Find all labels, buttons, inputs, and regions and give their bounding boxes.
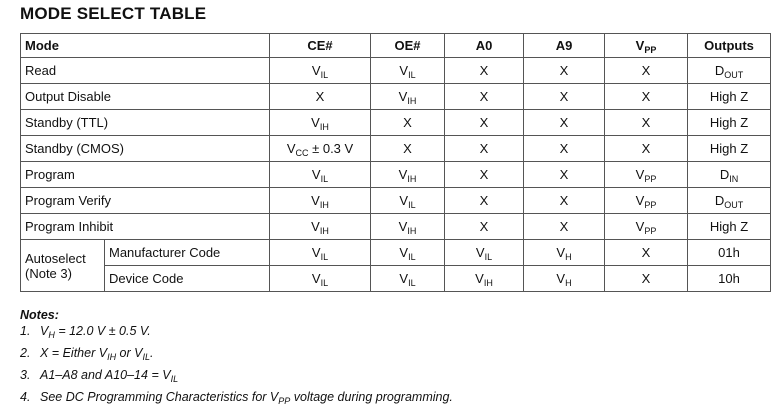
cell-vpp: $V_{PP}$ (605, 162, 688, 188)
cell-out: 01h (688, 240, 771, 266)
cell-ce: $V_{IL}$ (270, 162, 371, 188)
cell-a9: X (524, 84, 605, 110)
note-item: 2. X = Either $V_{IH}$ or $V_{IL}$. (20, 346, 154, 362)
cell-out: $D_{OUT}$ (688, 188, 771, 214)
cell-a9: $V_H$ (524, 240, 605, 266)
header-row (21, 34, 771, 58)
cell-ce: $V_{IL}$ (270, 266, 371, 292)
cell-out: High Z (688, 136, 771, 162)
cell-mode: Standby (CMOS) (21, 136, 270, 162)
cell-mode: Device Code (105, 266, 270, 292)
header-a9: A9 (524, 34, 605, 58)
table-title: MODE SELECT TABLE (20, 4, 207, 23)
cell-out: High Z (688, 110, 771, 136)
cell-a0: $V_{IH}$ (445, 266, 524, 292)
cell-a9: X (524, 162, 605, 188)
table-row (21, 84, 771, 110)
cell-a0: X (445, 188, 524, 214)
cell-ce: $V_{CC} \pm 0.3$ V (270, 136, 371, 162)
cell-a0: $V_{IL}$ (445, 240, 524, 266)
header-mode: Mode (21, 34, 270, 58)
notes-section (20, 307, 453, 411)
cell-a9: X (524, 188, 605, 214)
cell-vpp: X (605, 110, 688, 136)
cell-autoselect-group (21, 240, 105, 292)
header-a0: A0 (445, 34, 524, 58)
cell-out: $D_{OUT}$ (688, 58, 771, 84)
cell-oe: $V_{IL}$ (371, 58, 445, 84)
table-row (21, 240, 771, 266)
cell-oe: $V_{IH}$ (371, 214, 445, 240)
cell-mode: Manufacturer Code (105, 240, 270, 266)
cell-out: High Z (688, 84, 771, 110)
table-row (21, 266, 771, 292)
autoselect-label: Autoselect (25, 250, 86, 266)
mode-select-table (20, 33, 771, 292)
cell-oe: $V_{IH}$ (371, 84, 445, 110)
cell-mode: Program (21, 162, 270, 188)
cell-out: High Z (688, 214, 771, 240)
note-item: 4. See DC Programming Characteristics for $V_{PP}$ voltage during programming. (20, 390, 453, 406)
cell-a9: X (524, 110, 605, 136)
cell-a9: X (524, 214, 605, 240)
cell-a9: $V_H$ (524, 266, 605, 292)
cell-a0: X (445, 162, 524, 188)
cell-vpp: $V_{PP}$ (605, 188, 688, 214)
table-row (21, 188, 771, 214)
cell-vpp: X (605, 58, 688, 84)
table-row (21, 136, 771, 162)
note-item: 1. $V_H = 12.0$ V ± 0.5 V. (20, 324, 151, 340)
cell-ce: $V_{IH}$ (270, 188, 371, 214)
table-row (21, 110, 771, 136)
cell-ce: $V_{IL}$ (270, 240, 371, 266)
cell-mode: Program Verify (21, 188, 270, 214)
cell-a9: X (524, 136, 605, 162)
cell-ce: $V_{IH}$ (270, 214, 371, 240)
cell-vpp: X (605, 266, 688, 292)
cell-out: $D_{IN}$ (688, 162, 771, 188)
cell-a0: X (445, 84, 524, 110)
cell-mode: Standby (TTL) (21, 110, 270, 136)
cell-a0: X (445, 214, 524, 240)
cell-oe: $V_{IH}$ (371, 162, 445, 188)
header-outputs: Outputs (688, 34, 771, 58)
cell-oe: $V_{IL}$ (371, 266, 445, 292)
note-item: 3. A1–A8 and $A10-14 = V_{IL}$ (20, 368, 179, 384)
cell-out: 10h (688, 266, 771, 292)
cell-vpp: X (605, 84, 688, 110)
cell-vpp: $V_{PP}$ (605, 214, 688, 240)
autoselect-note: (Note 3) (25, 265, 72, 281)
header-ce: CE# (270, 34, 371, 58)
cell-a9: X (524, 58, 605, 84)
cell-ce: $V_{IH}$ (270, 110, 371, 136)
table-row (21, 162, 771, 188)
header-vpp: $V_{PP}$ (605, 34, 688, 58)
table-row (21, 58, 771, 84)
cell-oe: $V_{IL}$ (371, 240, 445, 266)
cell-oe: X (371, 110, 445, 136)
cell-ce: X (270, 84, 371, 110)
cell-oe: X (371, 136, 445, 162)
cell-oe: $V_{IL}$ (371, 188, 445, 214)
cell-a0: X (445, 136, 524, 162)
cell-vpp: X (605, 136, 688, 162)
cell-ce: $V_{IL}$ (270, 58, 371, 84)
notes-title: Notes: (20, 308, 59, 322)
cell-mode: Read (21, 58, 270, 84)
table-row (21, 214, 771, 240)
cell-mode: Output Disable (21, 84, 270, 110)
cell-a0: X (445, 58, 524, 84)
header-oe: OE# (371, 34, 445, 58)
cell-mode: Program Inhibit (21, 214, 270, 240)
cell-vpp: X (605, 240, 688, 266)
cell-a0: X (445, 110, 524, 136)
